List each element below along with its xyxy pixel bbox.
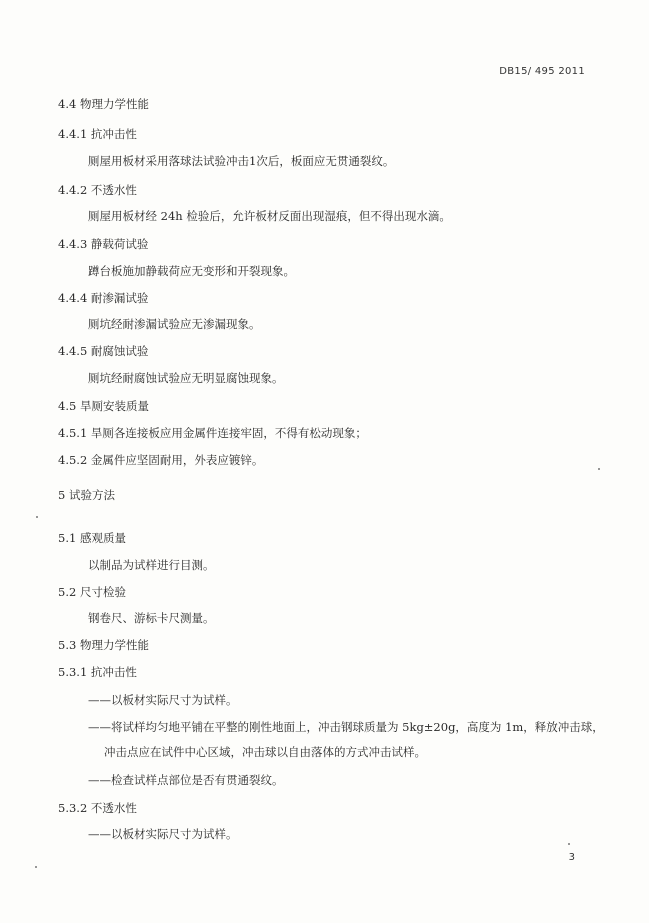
heading-5-1: 5.1 感观质量	[58, 531, 126, 545]
heading-5: 5 试验方法	[58, 488, 115, 502]
paragraph-4-4-4: 厕坑经耐渗漏试验应无渗漏现象。	[88, 317, 261, 331]
list-item-5-3-2-a: ——以板材实际尺寸为试样。	[88, 827, 238, 841]
scan-speck	[568, 843, 570, 845]
heading-5-3: 5.3 物理力学性能	[58, 638, 149, 652]
heading-4-5: 4.5 旱厕安装质量	[58, 399, 149, 413]
list-item-5-3-1-b-cont: 冲击点应在试件中心区域，冲击球以自由落体的方式冲击试样。	[104, 745, 426, 759]
heading-5-3-2: 5.3.2 不透水性	[58, 801, 137, 815]
page-number: 3	[568, 852, 575, 863]
heading-4-4-3: 4.4.3 静载荷试验	[58, 237, 149, 251]
list-item-5-3-1-b: ——将试样均匀地平铺在平整的刚性地面上，冲击钢球质量为 5kg±20g，高度为 1m，释放冲击球，	[88, 720, 604, 734]
scan-speck	[598, 468, 600, 470]
scan-speck	[36, 516, 38, 518]
list-item-5-3-1-c: ——检查试样点部位是否有贯通裂纹。	[88, 773, 284, 787]
paragraph-5-2: 钢卷尺、游标卡尺测量。	[88, 611, 215, 625]
scan-speck	[35, 866, 37, 868]
heading-5-2: 5.2 尺寸检验	[58, 585, 126, 599]
heading-4-4-5: 4.4.5 耐腐蚀试验	[58, 344, 149, 358]
paragraph-5-1: 以制品为试样进行目测。	[88, 558, 215, 572]
paragraph-4-4-2: 厕屋用板材经 24h 检验后，允许板材反面出现湿痕，但不得出现水滴。	[88, 209, 451, 223]
clause-4-5-1: 4.5.1 旱厕各连接板应用金属件连接牢固，不得有松动现象；	[58, 426, 367, 440]
list-item-5-3-1-a: ——以板材实际尺寸为试样。	[88, 693, 238, 707]
standard-code-header: DB15/ 495 2011	[499, 66, 585, 77]
heading-4-4: 4.4 物理力学性能	[58, 97, 149, 111]
heading-4-4-2: 4.4.2 不透水性	[58, 183, 137, 197]
paragraph-4-4-5: 厕坑经耐腐蚀试验应无明显腐蚀现象。	[88, 371, 284, 385]
heading-4-4-4: 4.4.4 耐渗漏试验	[58, 291, 149, 305]
paragraph-4-4-3: 蹲台板施加静载荷应无变形和开裂现象。	[88, 264, 295, 278]
clause-4-5-2: 4.5.2 金属件应坚固耐用，外表应镀锌。	[58, 453, 264, 467]
paragraph-4-4-1: 厕屋用板材采用落球法试验冲击1次后，板面应无贯通裂纹。	[88, 154, 395, 168]
heading-5-3-1: 5.3.1 抗冲击性	[58, 665, 137, 679]
heading-4-4-1: 4.4.1 抗冲击性	[58, 127, 137, 141]
